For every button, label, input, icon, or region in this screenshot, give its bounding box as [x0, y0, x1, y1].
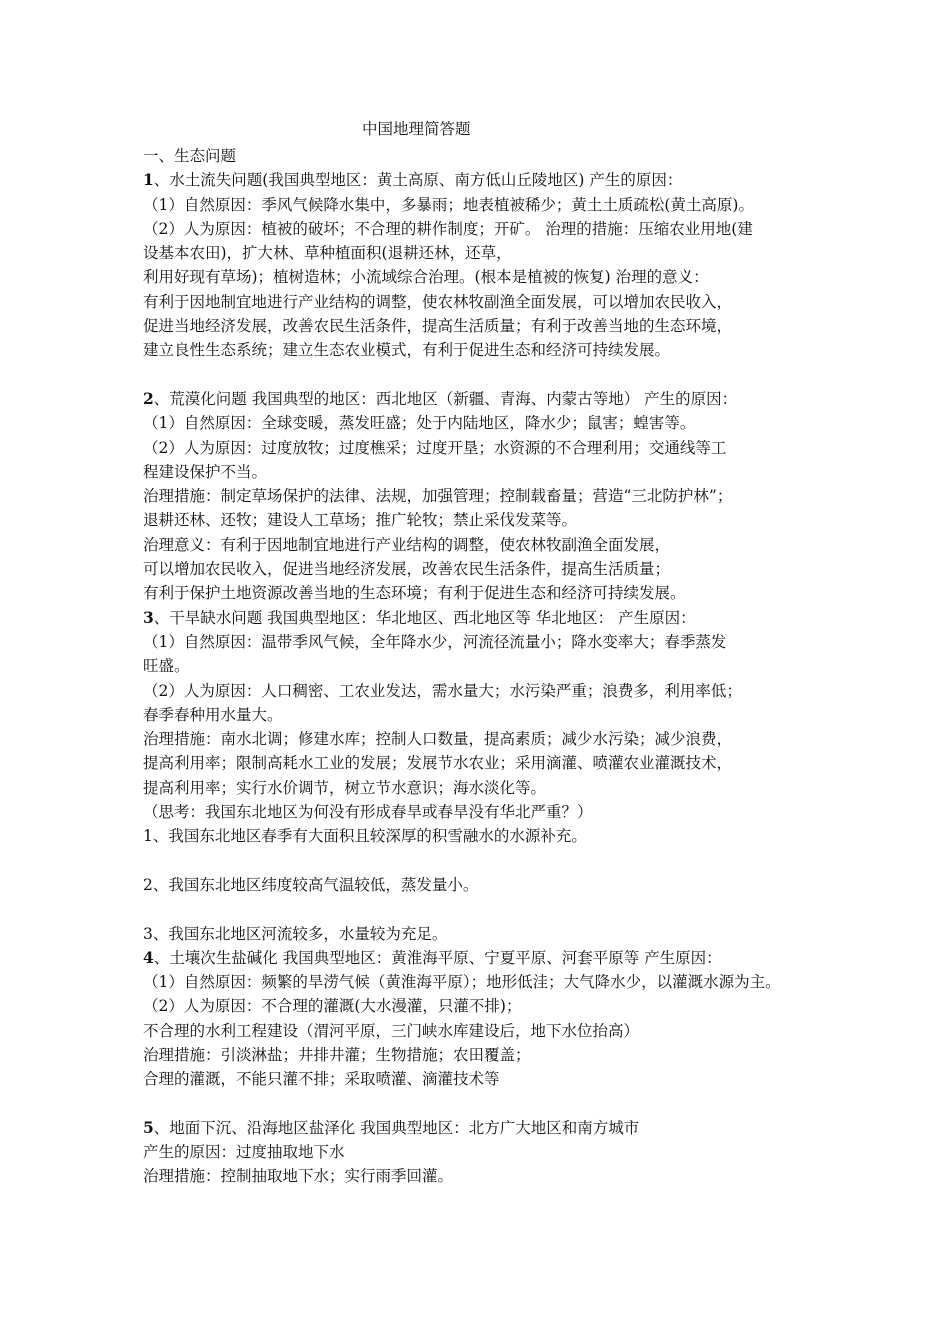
text-line [143, 654, 823, 678]
line-text: （2）人为原因：过度放牧；过度樵采；过度开垦；水资源的不合理利用；交通线等工 [143, 438, 727, 457]
text-line [143, 1067, 823, 1091]
text-line [143, 581, 823, 605]
text-line [143, 800, 823, 824]
line-text: 治理措施：引淡淋盐；井排井灌；生物措施；农田覆盖； [143, 1045, 531, 1064]
text-line [143, 460, 823, 484]
text-line [143, 679, 823, 703]
document-body [143, 144, 823, 1189]
text-line [143, 1019, 823, 1043]
line-text: （2）人为原因：人口稠密、工农业发达，需水量大；水污染严重；浪费多，利用率低； [143, 681, 742, 700]
line-text: 有利于保护土地资源改善当地的生态环境；有利于促进生态和经济可持续发展。 [143, 584, 686, 603]
line-text: 退耕还林、还牧；建设人工草场；推广轮牧；禁止采伐发菜等。 [143, 511, 578, 530]
text-line [143, 922, 823, 946]
line-text: （1）自然原因：频繁的旱涝气候（黄淮海平原）；地形低洼；大气降水少，以灌溉水源为主。 [143, 973, 781, 992]
line-text: 可以增加农民收入，促进当地经济发展，改善农民生活条件，提高生活质量； [143, 560, 671, 579]
line-text: 提高利用率；限制高耗水工业的发展；发展节水农业；采用滴灌、喷灌农业灌溉技术， [143, 754, 733, 773]
line-text: 、荒漠化问题 我国典型的地区：西北地区（新疆、青海、内蒙古等地） 产生的原因： [153, 389, 738, 408]
text-line [143, 193, 823, 217]
text-line [143, 873, 823, 897]
text-line [143, 533, 823, 557]
line-text: 产生的原因：过度抽取地下水 [143, 1143, 345, 1162]
section-number: 5 [143, 1117, 154, 1137]
text-line [143, 703, 823, 727]
section-number: 1 [143, 170, 154, 190]
text-line [143, 144, 823, 168]
text-line [143, 1043, 823, 1067]
line-text: 、土壤次生盐碱化 我国典型地区：黄淮海平原、宁夏平原、河套平原等 产生原因： [153, 948, 722, 967]
line-text: 治理措施：南水北调；修建水库；控制人口数量，提高素质；减少水污染；减少浪费， [143, 730, 733, 749]
text-line [143, 241, 823, 265]
text-line [143, 606, 823, 630]
line-text: 治理措施：控制抽取地下水；实行雨季回灌。 [143, 1167, 454, 1186]
line-text: （1）自然原因：温带季风气候，全年降水少，河流径流量小；降水变率大；春季蒸发 [143, 632, 727, 651]
section-number: 2 [143, 388, 154, 408]
page-title: 中国地理简答题 [362, 120, 471, 138]
blank-line [143, 849, 823, 873]
text-line [143, 168, 823, 192]
blank-line [143, 1092, 823, 1116]
text-line [143, 265, 823, 289]
text-line [143, 824, 823, 848]
text-line [143, 1116, 823, 1140]
line-text: 设基本农田)，扩大林、草种植面积(退耕还林，还草， [143, 244, 512, 263]
text-line [143, 727, 823, 751]
line-text: （1）自然原因：季风气候降水集中，多暴雨；地表植被稀少；黄土土质疏松(黄土高原)。 [143, 195, 754, 214]
line-text: （2）人为原因：植被的破坏；不合理的耕作制度；开矿。 治理的措施：压缩农业用地(建 [143, 219, 753, 238]
line-text: （2）人为原因：不合理的灌溉(大水漫灌，只灌不排)； [143, 997, 522, 1016]
line-text: 旺盛。 [143, 657, 190, 676]
line-text: 1、我国东北地区春季有大面积且较深厚的积雪融水的水源补充。 [143, 827, 587, 846]
line-text: 不合理的水利工程建设（渭河平原，三门峡水库建设后，地下水位抬高） [143, 1021, 640, 1040]
text-line [143, 314, 823, 338]
blank-line [143, 363, 823, 387]
text-line [143, 970, 823, 994]
line-text: 有利于因地制宜地进行产业结构的调整，使农林牧副渔全面发展，可以增加农民收入， [143, 292, 733, 311]
line-text: 促进当地经济发展，改善农民生活条件，提高生活质量；有利于改善当地的生态环境， [143, 317, 733, 336]
text-line [143, 1140, 823, 1164]
line-text: 合理的灌溉，不能只灌不排；采取喷灌、滴灌技术等 [143, 1070, 500, 1089]
line-text: 、干旱缺水问题 我国典型地区：华北地区、西北地区等 华北地区： 产生原因： [153, 608, 696, 627]
text-line [143, 776, 823, 800]
text-line [143, 290, 823, 314]
text-line [143, 436, 823, 460]
line-text: 2、我国东北地区纬度较高气温较低，蒸发量小。 [143, 875, 479, 894]
line-text: 建立良性生态系统；建立生态农业模式，有利于促进生态和经济可持续发展。 [143, 341, 671, 360]
line-text: 春季春种用水量大。 [143, 705, 283, 724]
text-line [143, 387, 823, 411]
line-text: 提高利用率；实行水价调节，树立节水意识；海水淡化等。 [143, 778, 547, 797]
text-line [143, 557, 823, 581]
text-line [143, 338, 823, 362]
text-line [143, 484, 823, 508]
line-text: 治理措施：制定草场保护的法律、法规，加强管理；控制载畜量；营造“三北防护林”； [143, 487, 733, 506]
line-text: 、地面下沉、沿海地区盐泽化 我国典型地区：北方广大地区和南方城市 [153, 1118, 640, 1137]
line-text: （1）自然原因：全球变暖，蒸发旺盛；处于内陆地区，降水少；鼠害；蝗害等。 [143, 414, 696, 433]
line-text: 利用好现有草场)；植树造林；小流域综合治理。(根本是植被的恢复) 治理的意义： [143, 268, 709, 287]
line-text: 一、生态问题 [143, 147, 237, 165]
text-line [143, 751, 823, 775]
section-number: 4 [143, 947, 154, 967]
line-text: 程建设保护不当。 [143, 462, 268, 481]
text-line [143, 217, 823, 241]
text-line [143, 994, 823, 1018]
line-text: 治理意义：有利于因地制宜地进行产业结构的调整，使农林牧副渔全面发展， [143, 535, 671, 554]
text-line [143, 508, 823, 532]
section-number: 3 [143, 607, 154, 627]
line-text: 、水土流失问题(我国典型地区：黄土高原、南方低山丘陵地区) 产生的原因： [153, 171, 683, 190]
text-line [143, 630, 823, 654]
text-line [143, 946, 823, 970]
blank-line [143, 897, 823, 921]
text-line [143, 1164, 823, 1188]
line-text: 3、我国东北地区河流较多，水量较为充足。 [143, 924, 448, 943]
text-line [143, 411, 823, 435]
line-text: （思考：我国东北地区为何没有形成春旱或春旱没有华北严重？） [143, 803, 593, 822]
